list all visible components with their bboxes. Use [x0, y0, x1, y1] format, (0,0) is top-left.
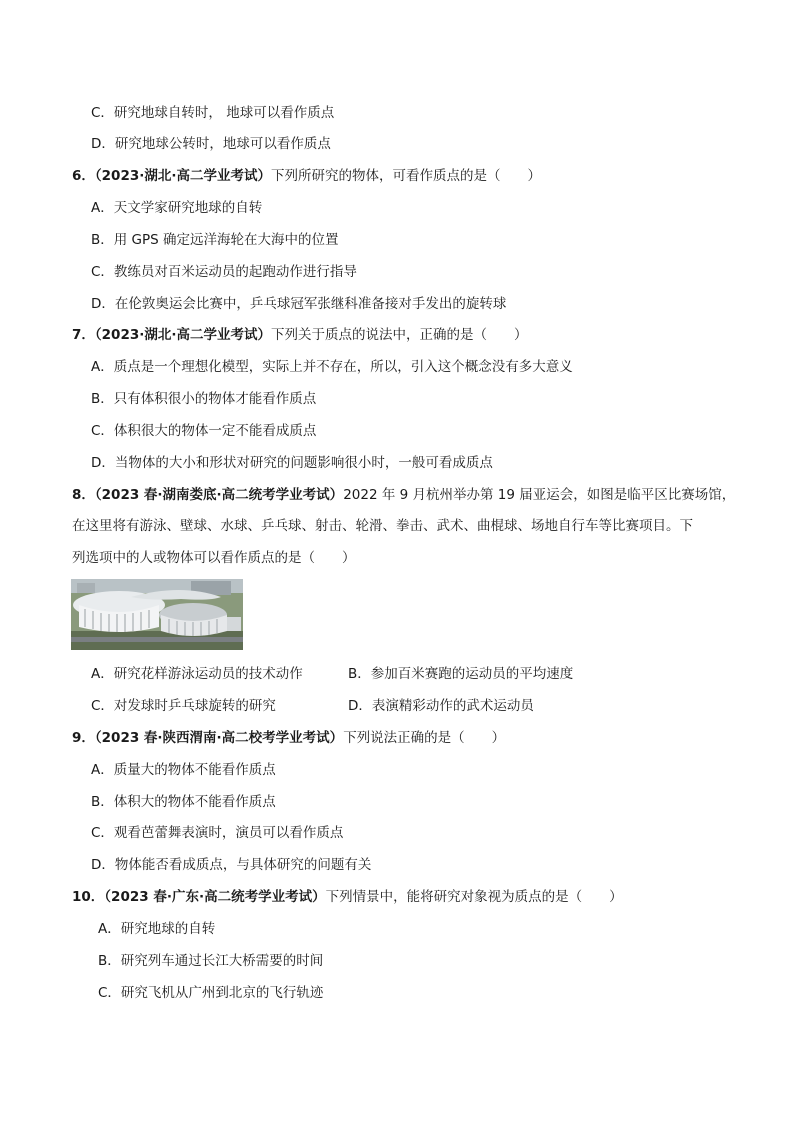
- question-text: 2022 年 9 月杭州举办第 19 届亚运会，如图是临平区比赛场馆，: [343, 487, 736, 503]
- q6-option-b: B．用 GPS 确定远洋海轮在大海中的位置: [91, 232, 339, 248]
- q6-option-a: A．天文学家研究地球的自转: [91, 200, 263, 216]
- q10-option-b: B．研究列车通过长江大桥需要的时间: [98, 953, 324, 969]
- question-text: 下列情景中，能将研究对象视为质点的是（ ）: [325, 889, 623, 905]
- q8-option-a: A．研究花样游泳运动员的技术动作: [91, 666, 303, 682]
- question-9-stem: [72, 729, 505, 747]
- question-6-stem: [72, 167, 541, 185]
- q7-option-d: D．当物体的大小和形状对研究的问题影响很小时，一般可看成质点: [91, 455, 493, 471]
- q10-option-a: A．研究地球的自转: [98, 921, 216, 937]
- question-text: 下列说法正确的是（ ）: [343, 730, 506, 746]
- question-10-stem: [72, 888, 623, 906]
- q9-option-b: B．体积大的物体不能看作质点: [91, 794, 276, 810]
- question-8-stem-line-3: 列选项中的人或物体可以看作质点的是（ ）: [72, 550, 356, 566]
- q7-option-a: A．质点是一个理想化模型，实际上并不存在，所以，引入这个概念没有多大意义: [91, 359, 573, 375]
- question-source: （2023 春·湖南娄底·高二统考学业考试）: [94, 487, 344, 503]
- q5-option-d: D．研究地球公转时，地球可以看作质点: [91, 136, 331, 152]
- question-8-stem-line-2: 在这里将有游泳、壁球、水球、乒乓球、射击、轮滑、拳击、武术、曲棍球、场地自行车等比赛项目。下: [72, 518, 693, 534]
- question-number: 9．: [72, 730, 95, 746]
- question-7-stem: [72, 326, 528, 344]
- question-source: （2023·湖北·高二学业考试）: [94, 168, 271, 184]
- q7-option-c: C．体积很大的物体一定不能看成质点: [91, 423, 317, 439]
- question-text: 下列关于质点的说法中，正确的是（ ）: [271, 327, 528, 343]
- q6-option-d: D．在伦敦奥运会比赛中，乒乓球冠军张继科准备接对手发出的旋转球: [91, 296, 507, 312]
- question-number: 7．: [72, 327, 95, 343]
- q6-option-c: C．教练员对百米运动员的起跑动作进行指导: [91, 264, 357, 280]
- question-number: 8．: [72, 487, 95, 503]
- stadium-photo: [71, 579, 243, 650]
- q9-option-a: A．质量大的物体不能看作质点: [91, 762, 276, 778]
- q8-option-c: C．对发球时乒乓球旋转的研究: [91, 698, 276, 714]
- question-source: （2023 春·陕西渭南·高二校考学业考试）: [94, 730, 344, 746]
- question-number: 6．: [72, 168, 95, 184]
- q9-option-c: C．观看芭蕾舞表演时，演员可以看作质点: [91, 825, 344, 841]
- q9-option-d: D．物体能否看成质点，与具体研究的问题有关: [91, 857, 372, 873]
- q8-option-b: B．参加百米赛跑的运动员的平均速度: [348, 666, 574, 682]
- question-source: （2023·湖北·高二学业考试）: [94, 327, 271, 343]
- q7-option-b: B．只有体积很小的物体才能看作质点: [91, 391, 317, 407]
- question-source: （2023 春·广东·高二统考学业考试）: [104, 889, 326, 905]
- q5-option-c: C．研究地球自转时， 地球可以看作质点: [91, 105, 335, 121]
- question-number: 10．: [72, 889, 105, 905]
- question-text: 下列所研究的物体，可看作质点的是（ ）: [271, 168, 541, 184]
- question-8-stem: [72, 486, 735, 504]
- q8-option-d: D．表演精彩动作的武术运动员: [348, 698, 534, 714]
- q10-option-c: C．研究飞机从广州到北京的飞行轨迹: [98, 985, 324, 1001]
